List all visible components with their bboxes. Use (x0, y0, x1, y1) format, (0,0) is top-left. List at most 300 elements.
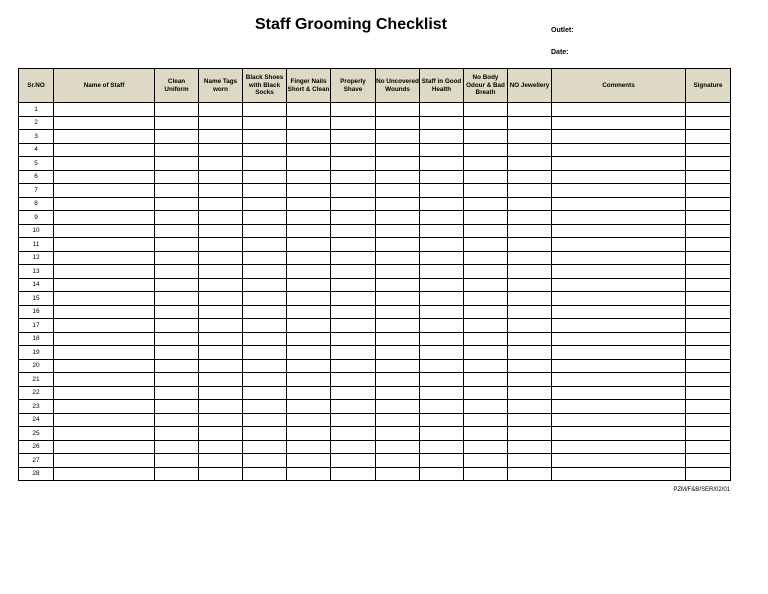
properly-shave-cell[interactable] (331, 346, 376, 360)
signature-cell[interactable] (686, 319, 731, 333)
properly-shave-cell[interactable] (331, 332, 376, 346)
no-uncovered-wounds-cell[interactable] (376, 130, 420, 144)
black-shoes-cell[interactable] (243, 332, 287, 346)
properly-shave-cell[interactable] (331, 211, 376, 225)
comments-cell[interactable] (552, 332, 686, 346)
good-health-cell[interactable] (420, 440, 464, 454)
properly-shave-cell[interactable] (331, 440, 376, 454)
clean-uniform-cell[interactable] (155, 373, 199, 387)
finger-nails-cell[interactable] (287, 454, 331, 468)
name-of-staff-cell[interactable] (54, 427, 155, 441)
good-health-cell[interactable] (420, 427, 464, 441)
good-health-cell[interactable] (420, 197, 464, 211)
properly-shave-cell[interactable] (331, 143, 376, 157)
no-uncovered-wounds-cell[interactable] (376, 265, 420, 279)
no-jewellery-cell[interactable] (508, 400, 552, 414)
name-tags-worn-cell[interactable] (199, 224, 243, 238)
clean-uniform-cell[interactable] (155, 386, 199, 400)
signature-cell[interactable] (686, 278, 731, 292)
no-uncovered-wounds-cell[interactable] (376, 454, 420, 468)
no-body-odour-cell[interactable] (464, 440, 508, 454)
signature-cell[interactable] (686, 238, 731, 252)
no-uncovered-wounds-cell[interactable] (376, 251, 420, 265)
no-jewellery-cell[interactable] (508, 265, 552, 279)
name-tags-worn-cell[interactable] (199, 157, 243, 171)
no-uncovered-wounds-cell[interactable] (376, 359, 420, 373)
comments-cell[interactable] (552, 305, 686, 319)
no-uncovered-wounds-cell[interactable] (376, 278, 420, 292)
no-body-odour-cell[interactable] (464, 386, 508, 400)
signature-cell[interactable] (686, 386, 731, 400)
name-of-staff-cell[interactable] (54, 292, 155, 306)
name-tags-worn-cell[interactable] (199, 359, 243, 373)
no-uncovered-wounds-cell[interactable] (376, 332, 420, 346)
signature-cell[interactable] (686, 116, 731, 130)
no-jewellery-cell[interactable] (508, 238, 552, 252)
name-tags-worn-cell[interactable] (199, 130, 243, 144)
black-shoes-cell[interactable] (243, 157, 287, 171)
comments-cell[interactable] (552, 143, 686, 157)
clean-uniform-cell[interactable] (155, 170, 199, 184)
good-health-cell[interactable] (420, 184, 464, 198)
black-shoes-cell[interactable] (243, 116, 287, 130)
name-of-staff-cell[interactable] (54, 413, 155, 427)
no-jewellery-cell[interactable] (508, 292, 552, 306)
name-tags-worn-cell[interactable] (199, 211, 243, 225)
name-of-staff-cell[interactable] (54, 305, 155, 319)
no-jewellery-cell[interactable] (508, 130, 552, 144)
no-jewellery-cell[interactable] (508, 454, 552, 468)
signature-cell[interactable] (686, 305, 731, 319)
no-body-odour-cell[interactable] (464, 224, 508, 238)
properly-shave-cell[interactable] (331, 400, 376, 414)
properly-shave-cell[interactable] (331, 319, 376, 333)
black-shoes-cell[interactable] (243, 400, 287, 414)
good-health-cell[interactable] (420, 292, 464, 306)
no-jewellery-cell[interactable] (508, 103, 552, 117)
signature-cell[interactable] (686, 346, 731, 360)
black-shoes-cell[interactable] (243, 373, 287, 387)
clean-uniform-cell[interactable] (155, 400, 199, 414)
finger-nails-cell[interactable] (287, 238, 331, 252)
name-tags-worn-cell[interactable] (199, 373, 243, 387)
comments-cell[interactable] (552, 427, 686, 441)
black-shoes-cell[interactable] (243, 238, 287, 252)
comments-cell[interactable] (552, 467, 686, 481)
no-jewellery-cell[interactable] (508, 413, 552, 427)
name-of-staff-cell[interactable] (54, 157, 155, 171)
comments-cell[interactable] (552, 170, 686, 184)
finger-nails-cell[interactable] (287, 440, 331, 454)
good-health-cell[interactable] (420, 454, 464, 468)
no-body-odour-cell[interactable] (464, 319, 508, 333)
finger-nails-cell[interactable] (287, 103, 331, 117)
signature-cell[interactable] (686, 467, 731, 481)
clean-uniform-cell[interactable] (155, 278, 199, 292)
black-shoes-cell[interactable] (243, 224, 287, 238)
no-jewellery-cell[interactable] (508, 157, 552, 171)
name-of-staff-cell[interactable] (54, 400, 155, 414)
properly-shave-cell[interactable] (331, 467, 376, 481)
properly-shave-cell[interactable] (331, 454, 376, 468)
name-tags-worn-cell[interactable] (199, 251, 243, 265)
clean-uniform-cell[interactable] (155, 265, 199, 279)
clean-uniform-cell[interactable] (155, 332, 199, 346)
name-of-staff-cell[interactable] (54, 346, 155, 360)
clean-uniform-cell[interactable] (155, 427, 199, 441)
no-jewellery-cell[interactable] (508, 319, 552, 333)
finger-nails-cell[interactable] (287, 332, 331, 346)
good-health-cell[interactable] (420, 251, 464, 265)
properly-shave-cell[interactable] (331, 130, 376, 144)
clean-uniform-cell[interactable] (155, 346, 199, 360)
finger-nails-cell[interactable] (287, 292, 331, 306)
name-tags-worn-cell[interactable] (199, 184, 243, 198)
name-tags-worn-cell[interactable] (199, 116, 243, 130)
clean-uniform-cell[interactable] (155, 184, 199, 198)
no-body-odour-cell[interactable] (464, 400, 508, 414)
black-shoes-cell[interactable] (243, 292, 287, 306)
no-body-odour-cell[interactable] (464, 373, 508, 387)
no-uncovered-wounds-cell[interactable] (376, 224, 420, 238)
clean-uniform-cell[interactable] (155, 467, 199, 481)
comments-cell[interactable] (552, 251, 686, 265)
name-of-staff-cell[interactable] (54, 373, 155, 387)
properly-shave-cell[interactable] (331, 103, 376, 117)
no-jewellery-cell[interactable] (508, 251, 552, 265)
no-body-odour-cell[interactable] (464, 332, 508, 346)
no-body-odour-cell[interactable] (464, 211, 508, 225)
no-jewellery-cell[interactable] (508, 170, 552, 184)
no-uncovered-wounds-cell[interactable] (376, 157, 420, 171)
good-health-cell[interactable] (420, 130, 464, 144)
no-body-odour-cell[interactable] (464, 359, 508, 373)
comments-cell[interactable] (552, 238, 686, 252)
black-shoes-cell[interactable] (243, 346, 287, 360)
no-uncovered-wounds-cell[interactable] (376, 103, 420, 117)
finger-nails-cell[interactable] (287, 386, 331, 400)
comments-cell[interactable] (552, 454, 686, 468)
no-body-odour-cell[interactable] (464, 116, 508, 130)
no-body-odour-cell[interactable] (464, 427, 508, 441)
signature-cell[interactable] (686, 211, 731, 225)
name-tags-worn-cell[interactable] (199, 305, 243, 319)
name-of-staff-cell[interactable] (54, 359, 155, 373)
clean-uniform-cell[interactable] (155, 440, 199, 454)
no-body-odour-cell[interactable] (464, 130, 508, 144)
properly-shave-cell[interactable] (331, 224, 376, 238)
name-of-staff-cell[interactable] (54, 467, 155, 481)
properly-shave-cell[interactable] (331, 386, 376, 400)
name-of-staff-cell[interactable] (54, 332, 155, 346)
no-body-odour-cell[interactable] (464, 103, 508, 117)
properly-shave-cell[interactable] (331, 265, 376, 279)
no-uncovered-wounds-cell[interactable] (376, 116, 420, 130)
signature-cell[interactable] (686, 292, 731, 306)
finger-nails-cell[interactable] (287, 400, 331, 414)
no-body-odour-cell[interactable] (464, 170, 508, 184)
good-health-cell[interactable] (420, 386, 464, 400)
no-body-odour-cell[interactable] (464, 413, 508, 427)
black-shoes-cell[interactable] (243, 103, 287, 117)
black-shoes-cell[interactable] (243, 386, 287, 400)
properly-shave-cell[interactable] (331, 197, 376, 211)
no-uncovered-wounds-cell[interactable] (376, 238, 420, 252)
finger-nails-cell[interactable] (287, 359, 331, 373)
properly-shave-cell[interactable] (331, 292, 376, 306)
no-jewellery-cell[interactable] (508, 467, 552, 481)
clean-uniform-cell[interactable] (155, 116, 199, 130)
properly-shave-cell[interactable] (331, 251, 376, 265)
good-health-cell[interactable] (420, 265, 464, 279)
signature-cell[interactable] (686, 440, 731, 454)
name-tags-worn-cell[interactable] (199, 332, 243, 346)
name-tags-worn-cell[interactable] (199, 292, 243, 306)
black-shoes-cell[interactable] (243, 467, 287, 481)
no-jewellery-cell[interactable] (508, 440, 552, 454)
good-health-cell[interactable] (420, 413, 464, 427)
signature-cell[interactable] (686, 251, 731, 265)
good-health-cell[interactable] (420, 400, 464, 414)
signature-cell[interactable] (686, 265, 731, 279)
clean-uniform-cell[interactable] (155, 103, 199, 117)
properly-shave-cell[interactable] (331, 427, 376, 441)
finger-nails-cell[interactable] (287, 184, 331, 198)
finger-nails-cell[interactable] (287, 224, 331, 238)
properly-shave-cell[interactable] (331, 184, 376, 198)
black-shoes-cell[interactable] (243, 427, 287, 441)
clean-uniform-cell[interactable] (155, 224, 199, 238)
black-shoes-cell[interactable] (243, 278, 287, 292)
comments-cell[interactable] (552, 373, 686, 387)
properly-shave-cell[interactable] (331, 116, 376, 130)
no-jewellery-cell[interactable] (508, 211, 552, 225)
finger-nails-cell[interactable] (287, 467, 331, 481)
properly-shave-cell[interactable] (331, 278, 376, 292)
no-uncovered-wounds-cell[interactable] (376, 413, 420, 427)
finger-nails-cell[interactable] (287, 413, 331, 427)
good-health-cell[interactable] (420, 116, 464, 130)
name-of-staff-cell[interactable] (54, 440, 155, 454)
no-jewellery-cell[interactable] (508, 373, 552, 387)
signature-cell[interactable] (686, 454, 731, 468)
good-health-cell[interactable] (420, 211, 464, 225)
good-health-cell[interactable] (420, 467, 464, 481)
no-jewellery-cell[interactable] (508, 184, 552, 198)
black-shoes-cell[interactable] (243, 197, 287, 211)
black-shoes-cell[interactable] (243, 413, 287, 427)
no-jewellery-cell[interactable] (508, 359, 552, 373)
name-of-staff-cell[interactable] (54, 103, 155, 117)
properly-shave-cell[interactable] (331, 157, 376, 171)
good-health-cell[interactable] (420, 278, 464, 292)
comments-cell[interactable] (552, 346, 686, 360)
no-uncovered-wounds-cell[interactable] (376, 292, 420, 306)
no-jewellery-cell[interactable] (508, 278, 552, 292)
good-health-cell[interactable] (420, 238, 464, 252)
comments-cell[interactable] (552, 440, 686, 454)
finger-nails-cell[interactable] (287, 427, 331, 441)
finger-nails-cell[interactable] (287, 278, 331, 292)
no-body-odour-cell[interactable] (464, 305, 508, 319)
no-uncovered-wounds-cell[interactable] (376, 440, 420, 454)
no-uncovered-wounds-cell[interactable] (376, 305, 420, 319)
name-tags-worn-cell[interactable] (199, 346, 243, 360)
signature-cell[interactable] (686, 184, 731, 198)
no-jewellery-cell[interactable] (508, 143, 552, 157)
signature-cell[interactable] (686, 143, 731, 157)
signature-cell[interactable] (686, 332, 731, 346)
properly-shave-cell[interactable] (331, 305, 376, 319)
name-of-staff-cell[interactable] (54, 238, 155, 252)
black-shoes-cell[interactable] (243, 454, 287, 468)
name-tags-worn-cell[interactable] (199, 278, 243, 292)
finger-nails-cell[interactable] (287, 197, 331, 211)
comments-cell[interactable] (552, 292, 686, 306)
no-uncovered-wounds-cell[interactable] (376, 373, 420, 387)
name-of-staff-cell[interactable] (54, 265, 155, 279)
signature-cell[interactable] (686, 224, 731, 238)
comments-cell[interactable] (552, 265, 686, 279)
no-jewellery-cell[interactable] (508, 305, 552, 319)
name-of-staff-cell[interactable] (54, 224, 155, 238)
clean-uniform-cell[interactable] (155, 305, 199, 319)
black-shoes-cell[interactable] (243, 305, 287, 319)
black-shoes-cell[interactable] (243, 265, 287, 279)
no-jewellery-cell[interactable] (508, 224, 552, 238)
comments-cell[interactable] (552, 278, 686, 292)
good-health-cell[interactable] (420, 359, 464, 373)
name-tags-worn-cell[interactable] (199, 467, 243, 481)
black-shoes-cell[interactable] (243, 319, 287, 333)
no-body-odour-cell[interactable] (464, 265, 508, 279)
no-body-odour-cell[interactable] (464, 454, 508, 468)
no-uncovered-wounds-cell[interactable] (376, 197, 420, 211)
name-of-staff-cell[interactable] (54, 130, 155, 144)
no-jewellery-cell[interactable] (508, 116, 552, 130)
no-jewellery-cell[interactable] (508, 427, 552, 441)
comments-cell[interactable] (552, 184, 686, 198)
name-tags-worn-cell[interactable] (199, 265, 243, 279)
name-tags-worn-cell[interactable] (199, 143, 243, 157)
clean-uniform-cell[interactable] (155, 211, 199, 225)
finger-nails-cell[interactable] (287, 346, 331, 360)
name-of-staff-cell[interactable] (54, 251, 155, 265)
good-health-cell[interactable] (420, 373, 464, 387)
clean-uniform-cell[interactable] (155, 238, 199, 252)
black-shoes-cell[interactable] (243, 440, 287, 454)
no-body-odour-cell[interactable] (464, 238, 508, 252)
name-of-staff-cell[interactable] (54, 278, 155, 292)
name-of-staff-cell[interactable] (54, 170, 155, 184)
black-shoes-cell[interactable] (243, 170, 287, 184)
no-uncovered-wounds-cell[interactable] (376, 319, 420, 333)
good-health-cell[interactable] (420, 143, 464, 157)
no-body-odour-cell[interactable] (464, 251, 508, 265)
comments-cell[interactable] (552, 157, 686, 171)
name-tags-worn-cell[interactable] (199, 103, 243, 117)
no-uncovered-wounds-cell[interactable] (376, 143, 420, 157)
properly-shave-cell[interactable] (331, 373, 376, 387)
no-uncovered-wounds-cell[interactable] (376, 386, 420, 400)
signature-cell[interactable] (686, 157, 731, 171)
comments-cell[interactable] (552, 400, 686, 414)
comments-cell[interactable] (552, 211, 686, 225)
no-jewellery-cell[interactable] (508, 332, 552, 346)
name-tags-worn-cell[interactable] (199, 400, 243, 414)
no-uncovered-wounds-cell[interactable] (376, 184, 420, 198)
no-body-odour-cell[interactable] (464, 184, 508, 198)
no-jewellery-cell[interactable] (508, 386, 552, 400)
finger-nails-cell[interactable] (287, 130, 331, 144)
name-tags-worn-cell[interactable] (199, 413, 243, 427)
name-tags-worn-cell[interactable] (199, 440, 243, 454)
name-of-staff-cell[interactable] (54, 197, 155, 211)
clean-uniform-cell[interactable] (155, 130, 199, 144)
no-uncovered-wounds-cell[interactable] (376, 400, 420, 414)
black-shoes-cell[interactable] (243, 211, 287, 225)
black-shoes-cell[interactable] (243, 184, 287, 198)
black-shoes-cell[interactable] (243, 143, 287, 157)
name-tags-worn-cell[interactable] (199, 319, 243, 333)
signature-cell[interactable] (686, 359, 731, 373)
name-of-staff-cell[interactable] (54, 184, 155, 198)
finger-nails-cell[interactable] (287, 116, 331, 130)
comments-cell[interactable] (552, 197, 686, 211)
properly-shave-cell[interactable] (331, 359, 376, 373)
comments-cell[interactable] (552, 413, 686, 427)
signature-cell[interactable] (686, 130, 731, 144)
no-uncovered-wounds-cell[interactable] (376, 467, 420, 481)
finger-nails-cell[interactable] (287, 157, 331, 171)
clean-uniform-cell[interactable] (155, 413, 199, 427)
comments-cell[interactable] (552, 319, 686, 333)
no-body-odour-cell[interactable] (464, 143, 508, 157)
comments-cell[interactable] (552, 116, 686, 130)
name-of-staff-cell[interactable] (54, 319, 155, 333)
signature-cell[interactable] (686, 413, 731, 427)
finger-nails-cell[interactable] (287, 319, 331, 333)
finger-nails-cell[interactable] (287, 143, 331, 157)
no-jewellery-cell[interactable] (508, 346, 552, 360)
signature-cell[interactable] (686, 197, 731, 211)
good-health-cell[interactable] (420, 157, 464, 171)
signature-cell[interactable] (686, 170, 731, 184)
good-health-cell[interactable] (420, 332, 464, 346)
good-health-cell[interactable] (420, 103, 464, 117)
no-uncovered-wounds-cell[interactable] (376, 346, 420, 360)
good-health-cell[interactable] (420, 224, 464, 238)
no-jewellery-cell[interactable] (508, 197, 552, 211)
name-of-staff-cell[interactable] (54, 386, 155, 400)
clean-uniform-cell[interactable] (155, 197, 199, 211)
clean-uniform-cell[interactable] (155, 319, 199, 333)
name-tags-worn-cell[interactable] (199, 427, 243, 441)
name-tags-worn-cell[interactable] (199, 238, 243, 252)
properly-shave-cell[interactable] (331, 170, 376, 184)
name-tags-worn-cell[interactable] (199, 454, 243, 468)
comments-cell[interactable] (552, 224, 686, 238)
no-body-odour-cell[interactable] (464, 197, 508, 211)
finger-nails-cell[interactable] (287, 265, 331, 279)
clean-uniform-cell[interactable] (155, 157, 199, 171)
good-health-cell[interactable] (420, 305, 464, 319)
signature-cell[interactable] (686, 427, 731, 441)
black-shoes-cell[interactable] (243, 130, 287, 144)
no-body-odour-cell[interactable] (464, 467, 508, 481)
name-tags-worn-cell[interactable] (199, 386, 243, 400)
clean-uniform-cell[interactable] (155, 292, 199, 306)
